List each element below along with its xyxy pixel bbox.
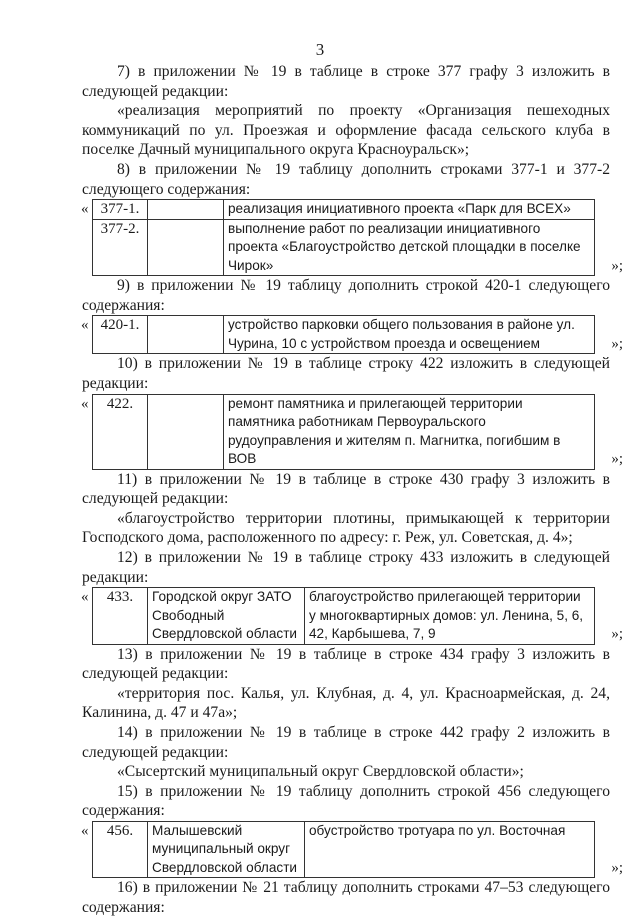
cell-col2	[148, 200, 224, 220]
item-11-text: 11) в приложении № 19 в таблице в строке 430 графу 3 изложить в следующей редакции:	[82, 470, 610, 508]
item-7-text: 7) в приложении № 19 в таблице в строке 377 графу 3 изложить в следующей редакции:	[82, 63, 610, 100]
item-7-quote: «реализация мероприятий по проекту «Организация пешеходных коммуникаций по ул. Проезжая и оформление фасада сельского клуба в поселке Дачный муниципального округа Красноуральск»;	[82, 102, 610, 159]
quote-close: »;	[611, 257, 623, 274]
table-377	[81, 199, 623, 276]
quote-close: »;	[611, 859, 623, 876]
item-10-text: 10) в приложении № 19 в таблице строку 422 изложить в следующей редакции:	[82, 355, 610, 392]
quote-open: «	[81, 589, 89, 606]
quote-close: »;	[611, 450, 623, 467]
item-13-text: 13) в приложении № 19 в таблице в строке 434 графу 3 изложить в следующей редакции:	[82, 645, 610, 683]
cell-col2	[148, 316, 224, 354]
cell-col2: Городской округ ЗАТО Свободный Свердловской области	[148, 588, 305, 645]
cell-col3: обустройство тротуара по ул. Восточная	[305, 821, 595, 878]
cell-num: 433.	[93, 588, 148, 645]
table-row	[93, 200, 595, 220]
item-15-text: 15) в приложении № 19 таблицу дополнить строкой 456 следующего содержания:	[82, 782, 610, 820]
quote-open: «	[81, 395, 89, 412]
quote-open: «	[81, 201, 89, 218]
cell-num: 422.	[93, 394, 148, 469]
quote-open: «	[81, 317, 89, 334]
cell-col2	[148, 219, 224, 276]
page-number: 3	[315, 40, 325, 59]
item-12-text: 12) в приложении № 19 в таблице строку 433 изложить в следующей редакции:	[82, 548, 610, 586]
table-456	[81, 821, 623, 879]
cell-col3: устройство парковки общего пользования в районе ул. Чурина, 10 с устройством проезда и освещением	[224, 316, 595, 354]
table-row	[93, 394, 595, 469]
quote-close: »;	[611, 626, 623, 642]
table-420-1	[81, 315, 623, 354]
cell-col2: Малышевский муниципальный округ Свердловской области	[148, 821, 305, 878]
item-14-text: 14) в приложении № 19 в таблице в строке 442 графу 2 изложить в следующей редакции:	[82, 723, 610, 761]
item-16-text: 16) в приложении № 21 таблицу дополнить строками 47–53 следующего содержания:	[82, 879, 610, 917]
cell-col3: благоустройство прилегающей территории у многоквартирных домов: ул. Ленина, 5, 6, 42, Карбышева, 7, 9	[305, 588, 595, 645]
quote-open: «	[81, 822, 89, 839]
cell-num: 456.	[93, 821, 148, 878]
cell-num: 420-1.	[93, 316, 148, 354]
item-13-quote: «территория пос. Калья, ул. Клубная, д. 4, ул. Красноармейская, д. 24, Калинина, д. 47 и 47а»;	[82, 684, 610, 722]
table-row	[93, 588, 595, 645]
quote-close: »;	[611, 335, 623, 352]
table-row	[93, 316, 595, 354]
cell-col3: реализация инициативного проекта «Парк для ВСЕХ»	[224, 200, 595, 220]
item-11-quote: «благоустройство территории плотины, примыкающей к территории Господского дома, расположенного по адресу: г. Реж, ул. Советская, д. 4»;	[82, 509, 610, 547]
cell-num: 377-2.	[93, 219, 148, 276]
cell-num: 377-1.	[93, 200, 148, 220]
table-row	[93, 821, 595, 878]
table-row	[93, 219, 595, 276]
document-body	[81, 62, 623, 918]
item-14-quote: «Сысертский муниципальный округ Свердловской области»;	[117, 763, 524, 781]
cell-col2	[148, 394, 224, 469]
table-433	[81, 587, 623, 645]
cell-col3: выполнение работ по реализации инициативного проекта «Благоустройство детской площадки в поселке Чирок»	[224, 219, 595, 276]
item-8-text: 8) в приложении № 19 таблицу дополнить строками 377-1 и 377-2 следующего содержания:	[82, 160, 610, 198]
item-9-text: 9) в приложении № 19 таблицу дополнить строкой 420-1 следующего содержания:	[82, 277, 610, 314]
table-422	[81, 394, 623, 470]
cell-col3: ремонт памятника и прилегающей территории памятника работникам Первоуральского рудоуправления и жителям п. Магнитка, погибшим в ВОВ	[224, 394, 595, 469]
